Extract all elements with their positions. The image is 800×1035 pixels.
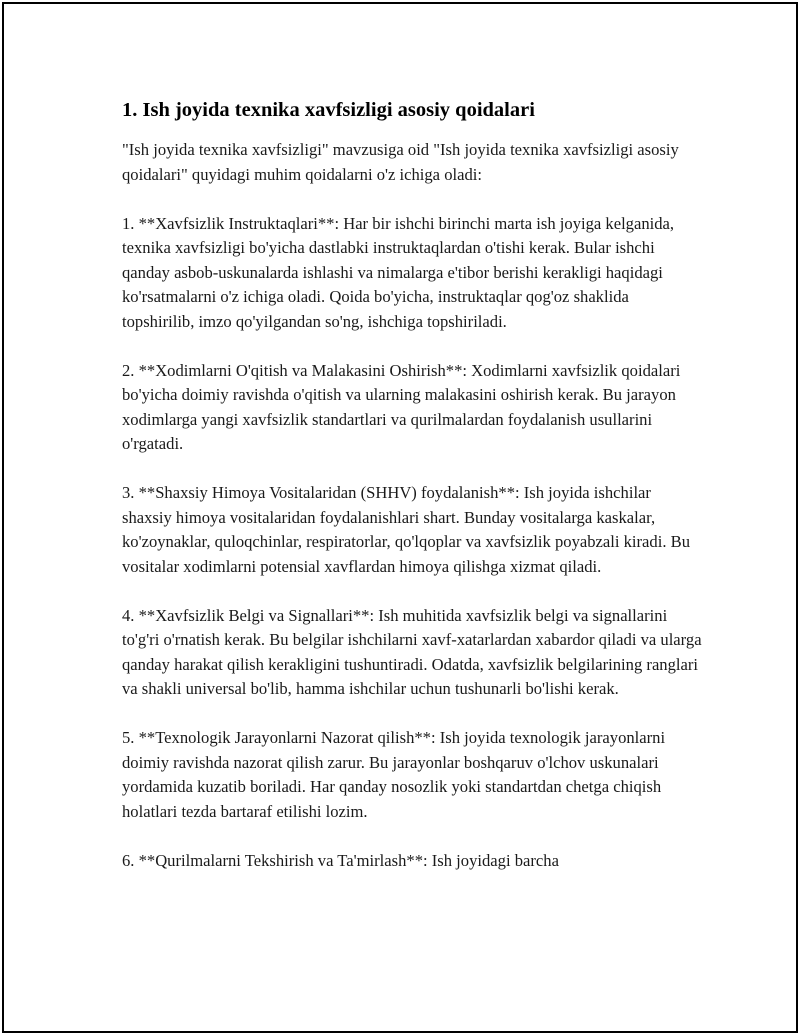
rule-paragraph-2: 2. **Xodimlarni O'qitish va Malakasini Oshirish**: Xodimlarni xavfsizlik qoidalari bo'yicha doimiy ravishda o'qitish va ularning malakasini oshirish kerak. Bu jarayon xodimlarga yangi xavfsizlik standartlari va qurilmalardan foydalanish usullarini o'rgatadi. [122, 360, 681, 453]
rule-paragraph-3: 3. **Shaxsiy Himoya Vositalaridan (SHHV) foydalanish**: Ish joyida ishchilar shaxsiy himoya vositalaridan foydalanishlari shart. Bunday vositalarga kaskalar, ko'zoynaklar, quloqchinlar, respiratorlar, qo'lqoplar va xavfsizlik poyabzali kiradi. Bu vositalar xodimlarni potensial xavflardan himoya qilishga xizmat qiladi. [122, 483, 690, 576]
rule-paragraph-1: 1. **Xavfsizlik Instruktaqlari**: Har bir ishchi birinchi marta ish joyiga kelganida, texnika xavfsizligi bo'yicha dastlabki instruktaqlardan o'tishi kerak. Bular ishchi qanday asbob-uskunalarda ishlashi va nimalarga e'tibor berishi kerakligi haqidagi ko'rsatmalarni o'z ichiga oladi. Qoida bo'yicha, instruktaqlar qog'oz shaklida topshirilib, imzo qo'yilgandan so'ng, ishchiga topshiriladi. [122, 213, 675, 331]
rule-paragraph-5: 5. **Texnologik Jarayonlarni Nazorat qilish**: Ish joyida texnologik jarayonlarni doimiy ravishda nazorat qilish zarur. Bu jarayonlar boshqaruv o'lchov uskunalari yordamida kuzatib boriladi. Har qanday nosozlik yoki standartdan chetga chiqish holatlari tezda bartaraf etilishi lozim. [122, 728, 666, 821]
document-page [2, 2, 798, 1033]
document-body [122, 96, 702, 873]
section-heading: 1. Ish joyida texnika xavfsizligi asosiy qoidalari [122, 99, 535, 121]
rule-paragraph-4: 4. **Xavfsizlik Belgi va Signallari**: Ish muhitida xavfsizlik belgi va signallarini to'g'ri o'rnatish kerak. Bu belgilar ishchilarni xavf-xatarlardan xabardor qiladi va ularga qanday harakat qilish kerakligini tushuntiradi. Odatda, xavfsizlik belgilarining ranglari va shakli universal bo'lib, hamma ishchilar uchun tushunarli bo'lishi kerak. [122, 605, 702, 698]
rule-paragraph-6: 6. **Qurilmalarni Tekshirish va Ta'mirlash**: Ish joyidagi barcha [122, 850, 559, 870]
intro-paragraph: "Ish joyida texnika xavfsizligi" mavzusiga oid "Ish joyida texnika xavfsizligi asosiy qoidalari" quyidagi muhim qoidalarni o'z ichiga oladi: [122, 140, 679, 184]
